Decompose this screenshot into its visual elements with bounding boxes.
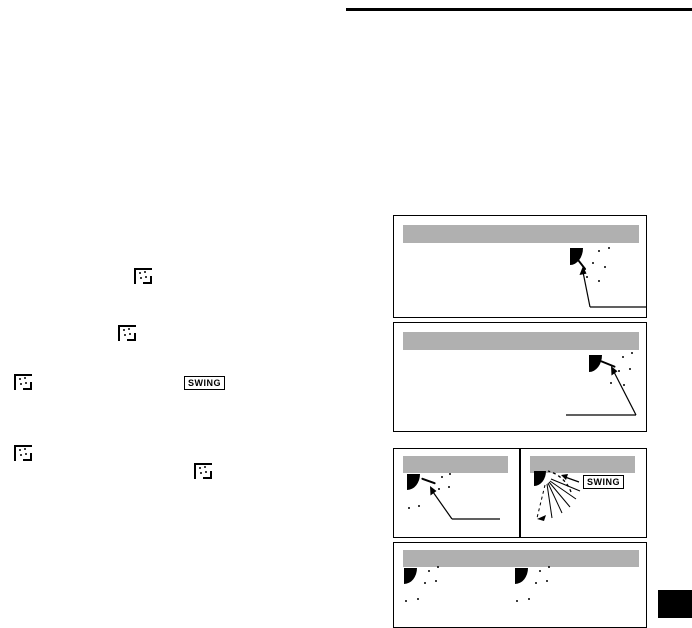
airflow-dot: [435, 580, 437, 582]
airflow-dot: [631, 352, 633, 354]
airflow-direction-panel-1: [393, 215, 647, 318]
airflow-louver-icon: [14, 445, 32, 461]
airflow-louver-icon: [118, 325, 136, 341]
airflow-louver-icon: [134, 268, 152, 284]
airflow-dot: [623, 384, 625, 386]
swing-inline-label: SWING: [184, 376, 225, 390]
airflow-dot: [598, 280, 600, 282]
airflow-direction-panel-3: [393, 448, 520, 538]
airflow-dot: [548, 566, 550, 568]
header-rule: [346, 8, 692, 11]
panel-1-header: [403, 225, 639, 243]
airflow-dot: [417, 598, 419, 600]
icon-dots: [198, 466, 210, 477]
icon-dots: [122, 328, 134, 339]
airflow-dot: [604, 266, 606, 268]
airflow-dot: [438, 488, 440, 490]
airflow-dot: [405, 600, 407, 602]
panel-5-header: [403, 550, 639, 567]
airflow-dot: [629, 368, 631, 370]
airflow-swing-panel: [520, 448, 647, 538]
airflow-dot: [441, 476, 443, 478]
page-edge-tab: [658, 590, 692, 618]
airflow-dot: [449, 473, 451, 475]
swing-badge-label: SWING: [583, 475, 624, 489]
airflow-dot: [622, 356, 624, 358]
airflow-louver-icon: [14, 374, 32, 390]
airflow-louver-icon: [194, 463, 212, 479]
airflow-dot: [535, 582, 537, 584]
airflow-dot: [610, 382, 612, 384]
airflow-dot: [516, 600, 518, 602]
airflow-dot: [618, 370, 620, 372]
airflow-dot: [428, 570, 430, 572]
airflow-dot: [408, 507, 410, 509]
airflow-dot: [586, 276, 588, 278]
airflow-dot: [528, 598, 530, 600]
icon-dots: [18, 377, 30, 388]
airflow-dot: [608, 247, 610, 249]
airflow-dot: [598, 250, 600, 252]
airflow-dot: [437, 566, 439, 568]
airflow-direction-panel-2: [393, 322, 647, 432]
icon-dots: [18, 448, 30, 459]
airflow-dot: [546, 580, 548, 582]
airflow-direction-panel-5: [393, 542, 647, 628]
airflow-dot: [448, 486, 450, 488]
panel-2-header: [403, 332, 639, 350]
panel-3-header: [403, 456, 508, 473]
airflow-dot: [424, 582, 426, 584]
airflow-dot: [539, 570, 541, 572]
icon-dots: [138, 271, 150, 282]
airflow-dot: [592, 262, 594, 264]
airflow-dot: [418, 505, 420, 507]
